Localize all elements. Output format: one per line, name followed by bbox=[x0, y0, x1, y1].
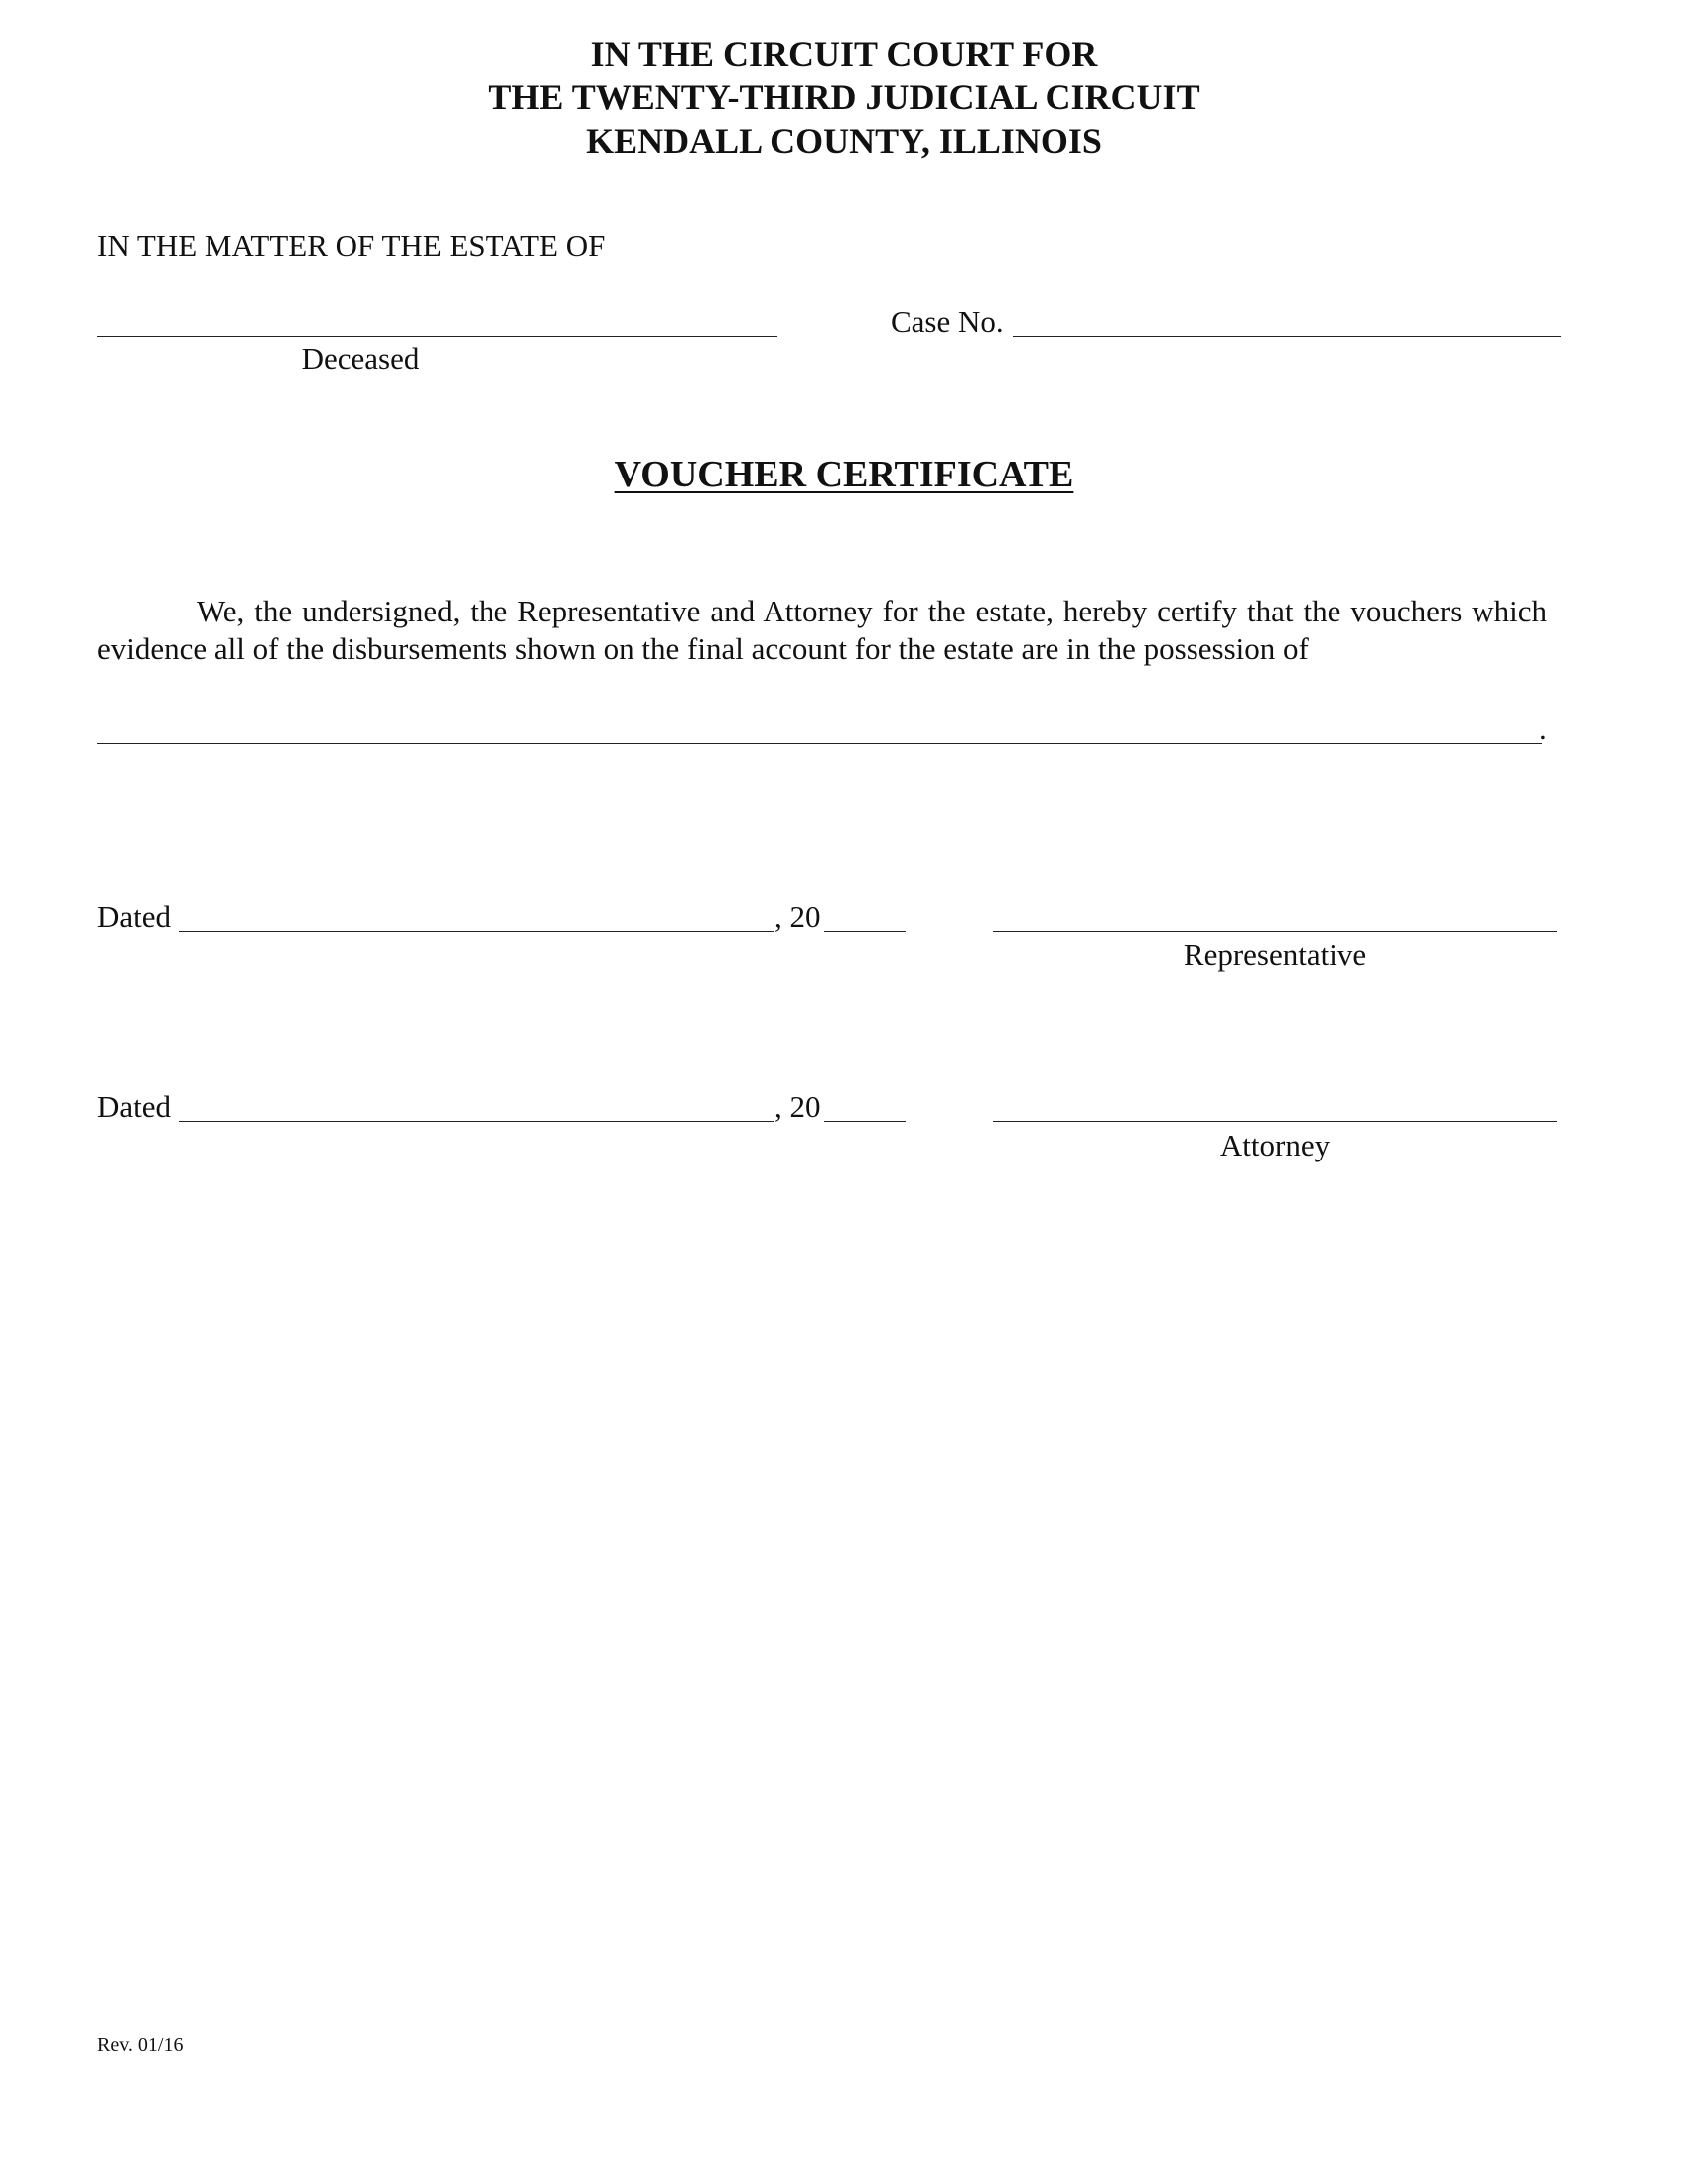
case-number-label: Case No. bbox=[891, 304, 1004, 339]
attorney-label: Attorney bbox=[1219, 1128, 1331, 1162]
representative-date-field[interactable] bbox=[179, 931, 774, 932]
document-title bbox=[0, 452, 1688, 497]
attorney-signature-line[interactable] bbox=[993, 1121, 1557, 1122]
court-header-line-3: KENDALL COUNTY, ILLINOIS bbox=[586, 121, 1102, 161]
representative-year-prefix: , 20 bbox=[774, 899, 821, 934]
attorney-dated-label: Dated bbox=[97, 1089, 172, 1124]
representative-signature-line[interactable] bbox=[993, 931, 1557, 932]
attorney-year-prefix: , 20 bbox=[774, 1089, 821, 1124]
court-header-line-1: IN THE CIRCUIT COURT FOR bbox=[590, 34, 1098, 73]
deceased-name-field[interactable] bbox=[97, 336, 777, 337]
representative-label: Representative bbox=[1183, 937, 1367, 972]
representative-year-field[interactable] bbox=[824, 931, 906, 932]
possessor-end-period: . bbox=[1539, 711, 1547, 746]
revision-note: Rev. 01/16 bbox=[97, 2034, 184, 2056]
attorney-year-field[interactable] bbox=[824, 1121, 906, 1122]
estate-matter-label: IN THE MATTER OF THE ESTATE OF bbox=[97, 228, 606, 263]
certification-paragraph bbox=[97, 593, 1547, 668]
document-title-text: VOUCHER CERTIFICATE bbox=[614, 454, 1074, 495]
certification-text: We, the undersigned, the Representative and Attorney for the estate, hereby certify that the vouchers which evidence all of the disbursements shown on the final account for the estate are in the possession of bbox=[97, 594, 1547, 666]
representative-dated-label: Dated bbox=[97, 899, 172, 934]
voucher-possessor-field[interactable] bbox=[97, 743, 1542, 744]
deceased-label: Deceased bbox=[301, 341, 420, 376]
attorney-date-field[interactable] bbox=[179, 1121, 774, 1122]
court-header bbox=[0, 32, 1688, 163]
court-header-line-2: THE TWENTY-THIRD JUDICIAL CIRCUIT bbox=[488, 77, 1200, 117]
case-number-field[interactable] bbox=[1013, 336, 1561, 337]
